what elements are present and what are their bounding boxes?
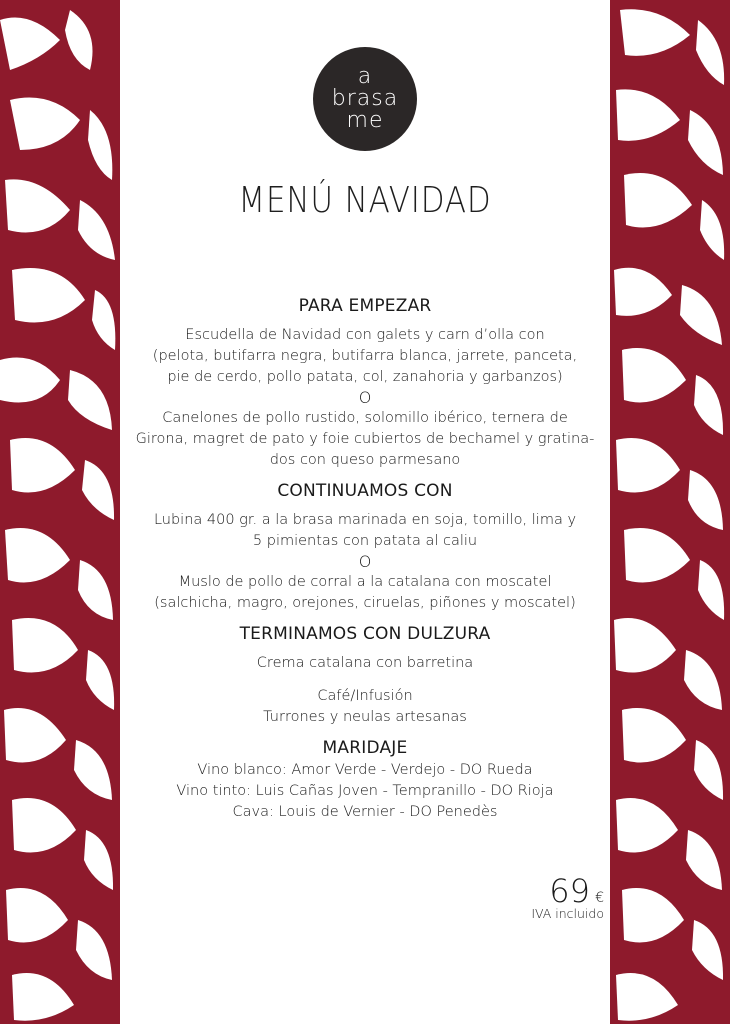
dish-line: Muslo de pollo de corral a la catalana con moscatel [178, 574, 552, 590]
branch-pattern-right [610, 0, 730, 1024]
dish-line: Lubina 400 gr. a la brasa marinada en soja, tomillo, lima y [153, 512, 577, 528]
menu-content [120, 296, 610, 823]
price-block [520, 872, 604, 921]
dish-line: (pelota, butifarra negra, butifarra blanca, jarrete, panceta, [152, 348, 578, 364]
logo-line-2: brasa [331, 86, 399, 111]
coffee-line: Café/Infusión [317, 688, 413, 704]
dish-line: pie de cerdo, pollo patata, col, zanahoria y garbanzos) [167, 369, 563, 385]
restaurant-logo [313, 47, 417, 151]
vat-note: IVA incluido [531, 906, 604, 921]
dish-line: 5 pimientas con patata al caliu [252, 533, 478, 549]
dish-line: Girona, magret de pato y foie cubiertos de bechamel y gratina- [135, 431, 595, 447]
or-separator: O [358, 388, 372, 407]
turron-line: Turrones y neulas artesanas [263, 709, 467, 725]
dish-line: dos con queso parmesano [269, 452, 461, 468]
menu-title: MENÚ NAVIDAD [238, 180, 492, 221]
section-heading-continuamos: CONTINUAMOS CON [277, 481, 453, 501]
logo-line-1: a [357, 64, 373, 89]
logo-line-3: me [346, 108, 384, 133]
dessert-line: Crema catalana con barretina [256, 655, 474, 671]
dish-line: (salchicha, magro, orejones, ciruelas, piñones y moscatel) [154, 595, 576, 611]
price-amount: 69 [549, 872, 590, 910]
or-separator: O [358, 552, 372, 571]
section-heading-maridaje: MARIDAJE [322, 738, 408, 758]
wine-line: Vino tinto: Luis Cañas Joven - Tempranillo - DO Rioja [176, 783, 554, 799]
section-heading-empezar: PARA EMPEZAR [298, 296, 432, 316]
dish-line: Canelones de pollo rustido, solomillo ibérico, ternera de [162, 410, 568, 426]
branch-pattern-left [0, 0, 120, 1024]
right-decorative-pattern [610, 0, 730, 1024]
wine-line: Cava: Louis de Vernier - DO Penedès [232, 804, 498, 820]
left-decorative-pattern [0, 0, 120, 1024]
dish-line: Escudella de Navidad con galets y carn d’olla con [185, 327, 545, 343]
section-heading-terminamos: TERMINAMOS CON DULZURA [239, 624, 491, 644]
wine-line: Vino blanco: Amor Verde - Verdejo - DO Rueda [197, 762, 533, 778]
price-currency: € [595, 890, 604, 906]
